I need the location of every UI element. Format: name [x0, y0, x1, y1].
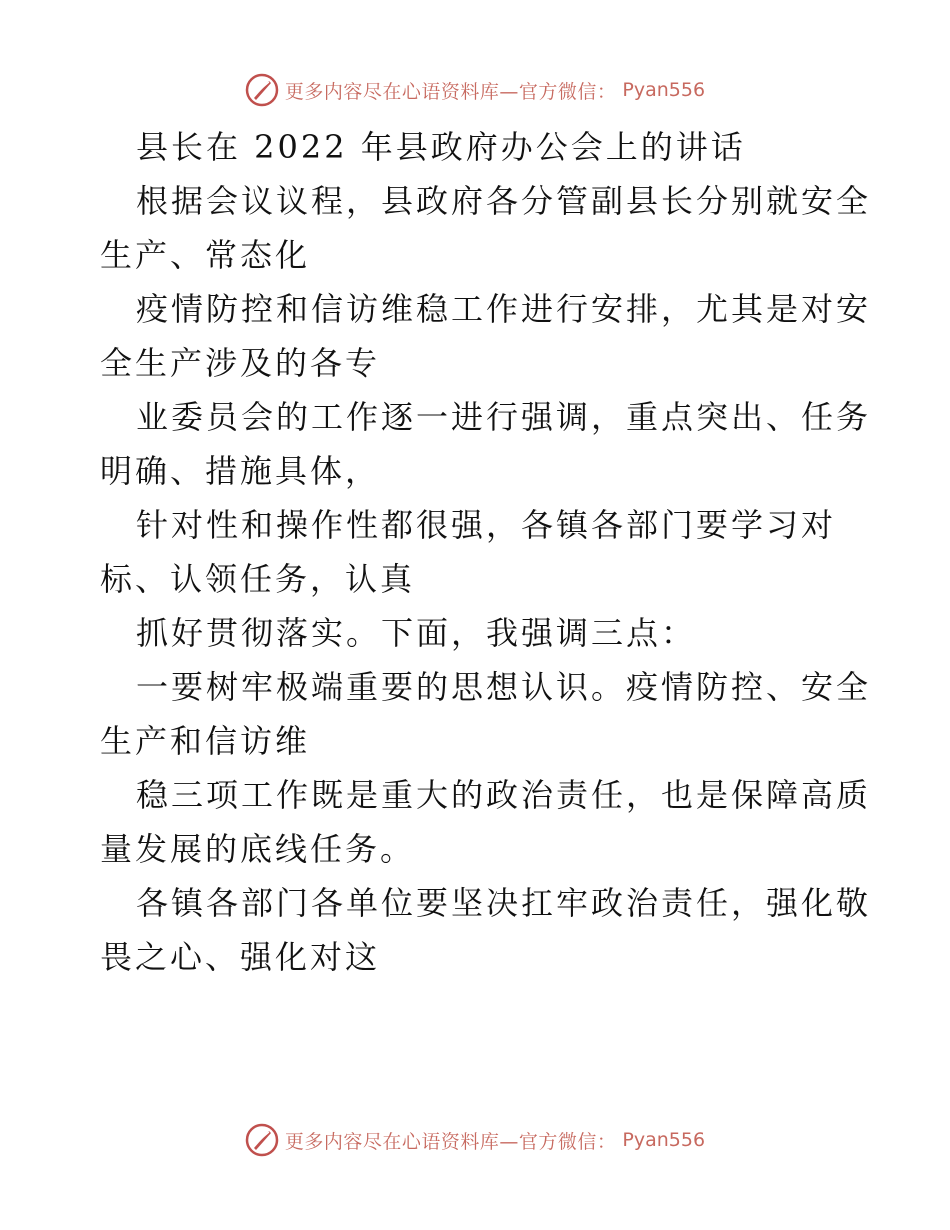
- text-line: 各镇各部门各单位要坚决扛牢政治责任，强化敬: [136, 884, 872, 922]
- watermark-wechat-id: Pyan556: [622, 1129, 706, 1151]
- text-line: 生产、常态化: [100, 236, 311, 274]
- document-body: [100, 120, 872, 984]
- watermark-text: 更多内容尽在心语资料库—官方微信：: [284, 80, 617, 103]
- header-watermark: [0, 70, 950, 110]
- text-line: 标、认领任务，认真: [100, 560, 416, 598]
- text-line: 畏之心、强化对这: [100, 938, 381, 976]
- watermark-text: 更多内容尽在心语资料库—官方微信：: [284, 1130, 617, 1153]
- feather-logo-icon: [245, 1123, 279, 1157]
- text-line: 针对性和操作性都很强，各镇各部门要学习对: [136, 506, 837, 544]
- text-line: 生产和信访维: [100, 722, 311, 760]
- text-line: 抓好贯彻落实。下面，我强调三点：: [136, 614, 697, 652]
- feather-logo-icon: [245, 73, 279, 107]
- text-line: 明确、措施具体，: [100, 452, 381, 490]
- text-line: 根据会议议程，县政府各分管副县长分别就安全: [136, 182, 872, 220]
- text-line: 稳三项工作既是重大的政治责任，也是保障高质: [136, 776, 872, 814]
- footer-watermark: [0, 1120, 950, 1160]
- text-line: 量发展的底线任务。: [100, 830, 416, 868]
- text-line: 全生产涉及的各专: [100, 344, 381, 382]
- document-title: 县长在 2022 年县政府办公会上的讲话: [136, 128, 746, 166]
- watermark-wechat-id: Pyan556: [622, 79, 706, 101]
- text-line: 一要树牢极端重要的思想认识。疫情防控、安全: [136, 668, 872, 706]
- text-line: 疫情防控和信访维稳工作进行安排，尤其是对安: [136, 290, 872, 328]
- text-line: 业委员会的工作逐一进行强调，重点突出、任务: [136, 398, 872, 436]
